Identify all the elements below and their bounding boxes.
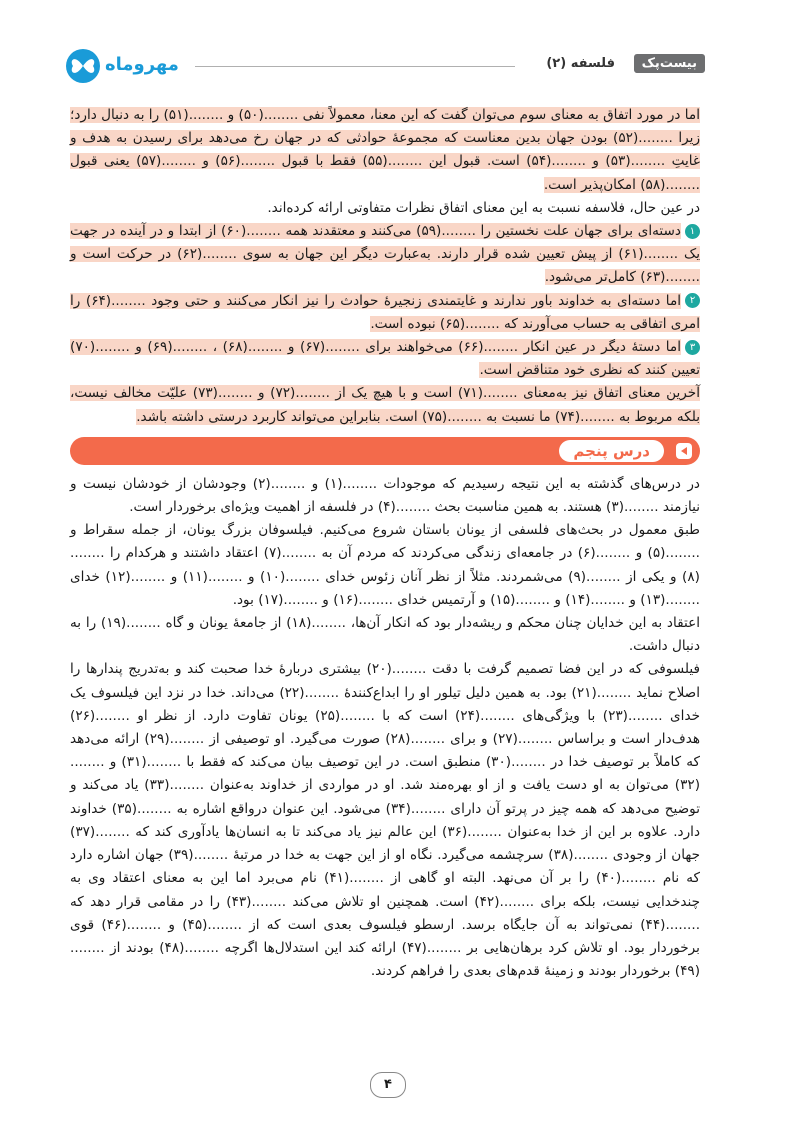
arrow-left-icon [676, 443, 692, 459]
page-number: ۴ [370, 1072, 406, 1098]
bullet-number: ۲ [685, 293, 700, 308]
bullet-item-1: ۱دسته‌ای برای جهان علت نخستین را ........(۵۹) می‌کنند و معتقدند همه ........(۶۰) از ابتدا و در آینده در جهت یک ........(۶۱) از پیش تعیین شده قرار دارند. به‌عبارت دیگر این جهان به سوی ........(۶۲) در حرکت است و ........(۶۳) کامل‌تر می‌شود. [70, 223, 700, 286]
intro-paragraph-1: اما در مورد اتفاق به معنای سوم می‌توان گفت که این معنا، معمولاً نفی ........(۵۰) و ........(۵۱) را به دنبال دارد؛ زیرا ........(۵۲) بودن جهان بدین معناست که مجموعهٔ حوادثی که در جهان رخ می‌دهد برای رسیدن به هدف و غایتِ ........(۵۳) و ........(۵۴) است. قبول این ........(۵۵) فقط با قبول ........(۵۶) و ........(۵۷) یعنی قبول ........(۵۸) امکان‌پذیر است. [70, 107, 701, 193]
bullet-number: ۳ [685, 340, 700, 355]
lesson-title: درس پنجم [559, 440, 664, 462]
header-divider [195, 66, 515, 67]
bullet-number: ۱ [685, 224, 700, 239]
bullet-item-3: ۳اما دستهٔ دیگر در عین انکار ........(۶۶) می‌خواهند برای ........(۶۷) و ........(۶۸) ، ........(۶۹) و ........(۷۰) تعیین کنند که نظری خود متناقض است. [70, 339, 700, 379]
butterfly-logo-icon [65, 48, 101, 84]
page-content [70, 104, 700, 983]
lesson-paragraph-3: اعتقاد به این خدایان چنان محکم و ریشه‌دار بود که انکار آن‌ها، ........(۱۸) از جامعهٔ یونان و گاه ........(۱۹) را به دنبال داشت. [70, 615, 700, 655]
intro-paragraph-2: در عین حال، فلاسفه نسبت به این معنای اتفاق نظرات متفاوتی ارائه کرده‌اند. [267, 199, 700, 216]
lesson-paragraph-2: طبق معمول در بحث‌های فلسفی از یونان باستان شروع می‌کنیم. فیلسوفان بزرگ یونان، از جمله سقراط و ........(۵) و ........(۶) در جامعه‌ای زندگی می‌کردند که مردم آن به ........(۷) اعتقاد داشتند و هرکدام را ........(۸) و یکی از ........(۹) می‌شمردند. مثلاً از نظر آنان زئوس خدای ........(۱۰) و ........(۱۱) و ........(۱۲) خدای ........(۱۳) و ........(۱۴) و ........(۱۵) و آرتمیس خدای ........(۱۶) و ........(۱۷) بود. [70, 522, 700, 608]
brand-name: مهروماه [105, 54, 179, 75]
lesson-paragraph-1: در درس‌های گذشته به این نتیجه رسیدیم که موجودات ........(۱) و ........(۲) وجودشان از خودشان نیست و نیازمند ........(۳) هستند. به همین مناسبت بحث ........(۴) در فلسفه از اهمیت ویژه‌ای برخوردار است. [70, 475, 700, 516]
series-badge: بیست‌پک [634, 54, 705, 73]
lesson-header-bar [70, 437, 700, 465]
bullet-item-2: ۲اما دسته‌ای به خداوند باور ندارند و غایتمندی زنجیرهٔ حوادث را نیز انکار می‌کنند و حتی وجود ........(۶۴) را امری اتفاقی به حساب می‌آورند که ........(۶۵) نبوده است. [70, 292, 700, 332]
subject-title: فلسفه (۲) [546, 56, 615, 71]
lesson-paragraph-4: فیلسوفی که در این فضا تصمیم گرفت با دقت ........(۲۰) بیشتری دربارهٔ خدا صحبت کند و به‌تدریج پندارها را اصلاح نماید ........(۲۱) بود. به همین دلیل تیلور او را ابداع‌کنندهٔ ........(۲۲) می‌داند. خدا در نزد این فیلسوف یک خدای ........(۲۳) با ویژگی‌های ........(۲۴) است که با ........(۲۵) یونان تفاوت دارد. از نظر او ........(۲۶) هدف‌دار است و براساس ........(۲۷) و برای ........(۲۸) صورت می‌گیرد. او توصیفی از ........(۲۹) ارائه می‌دهد که کاملاً بر توصیف خدا در ........(۳۰) منطبق است. در این توصیف بیان می‌کند که فقط با ........(۳۱) و ........(۳۲) می‌توان به او دست یافت و از او بهره‌مند شد. او در مواردی از خداوند به‌عنوان ........(۳۳) یاد می‌کند و توضیح می‌دهد که همه چیز در پرتو آن دارای ........(۳۴) می‌شود. این عنوان درواقع اشاره به ........(۳۵) خداوند دارد. علاوه بر این از خدا به‌عنوان ........(۳۶) این عالم نیز یاد می‌کند تا به انسان‌ها یادآوری کند که ........(۳۷) جهان از وجودی ........(۳۸) سرچشمه می‌گیرد. نگاه او از این جهت به خدا در مرتبهٔ ........(۳۹) جهان اشاره دارد که نام ........(۴۰) را بر آن می‌نهد. البته او گاهی از ........(۴۱) نام می‌برد اما این به معنای اعتقاد وی به چندخدایی نیست، بلکه برای ........(۴۲) است. همچنین او تلاش می‌کند ........(۴۳) را در مقامی قرار دهد که ........(۴۴) نمی‌تواند به آن جایگاه برسد. ارسطو فیلسوف بعدی است که از ........(۴۵) و ........(۴۶) قوی برخوردار بود. او تلاش کرد برهان‌هایی بر ........(۴۷) ارائه کند این استدلال‌ها اگرچه ........(۴۸) بودند از ........(۴۹) برخوردار بودند و زمینهٔ قدم‌های بعدی را فراهم کردند. [70, 661, 701, 980]
page-header [65, 52, 705, 82]
last-meaning-paragraph: آخرین معنای اتفاق نیز به‌معنای ........(۷۱) است و با هیچ یک از ........(۷۲) و ........(۷۳) علیّت مخالف نیست، بلکه مربوط به ........(۷۴) ما نسبت به ........(۷۵) است. بنابراین می‌تواند کاربرد درستی داشته باشد. [70, 385, 700, 425]
